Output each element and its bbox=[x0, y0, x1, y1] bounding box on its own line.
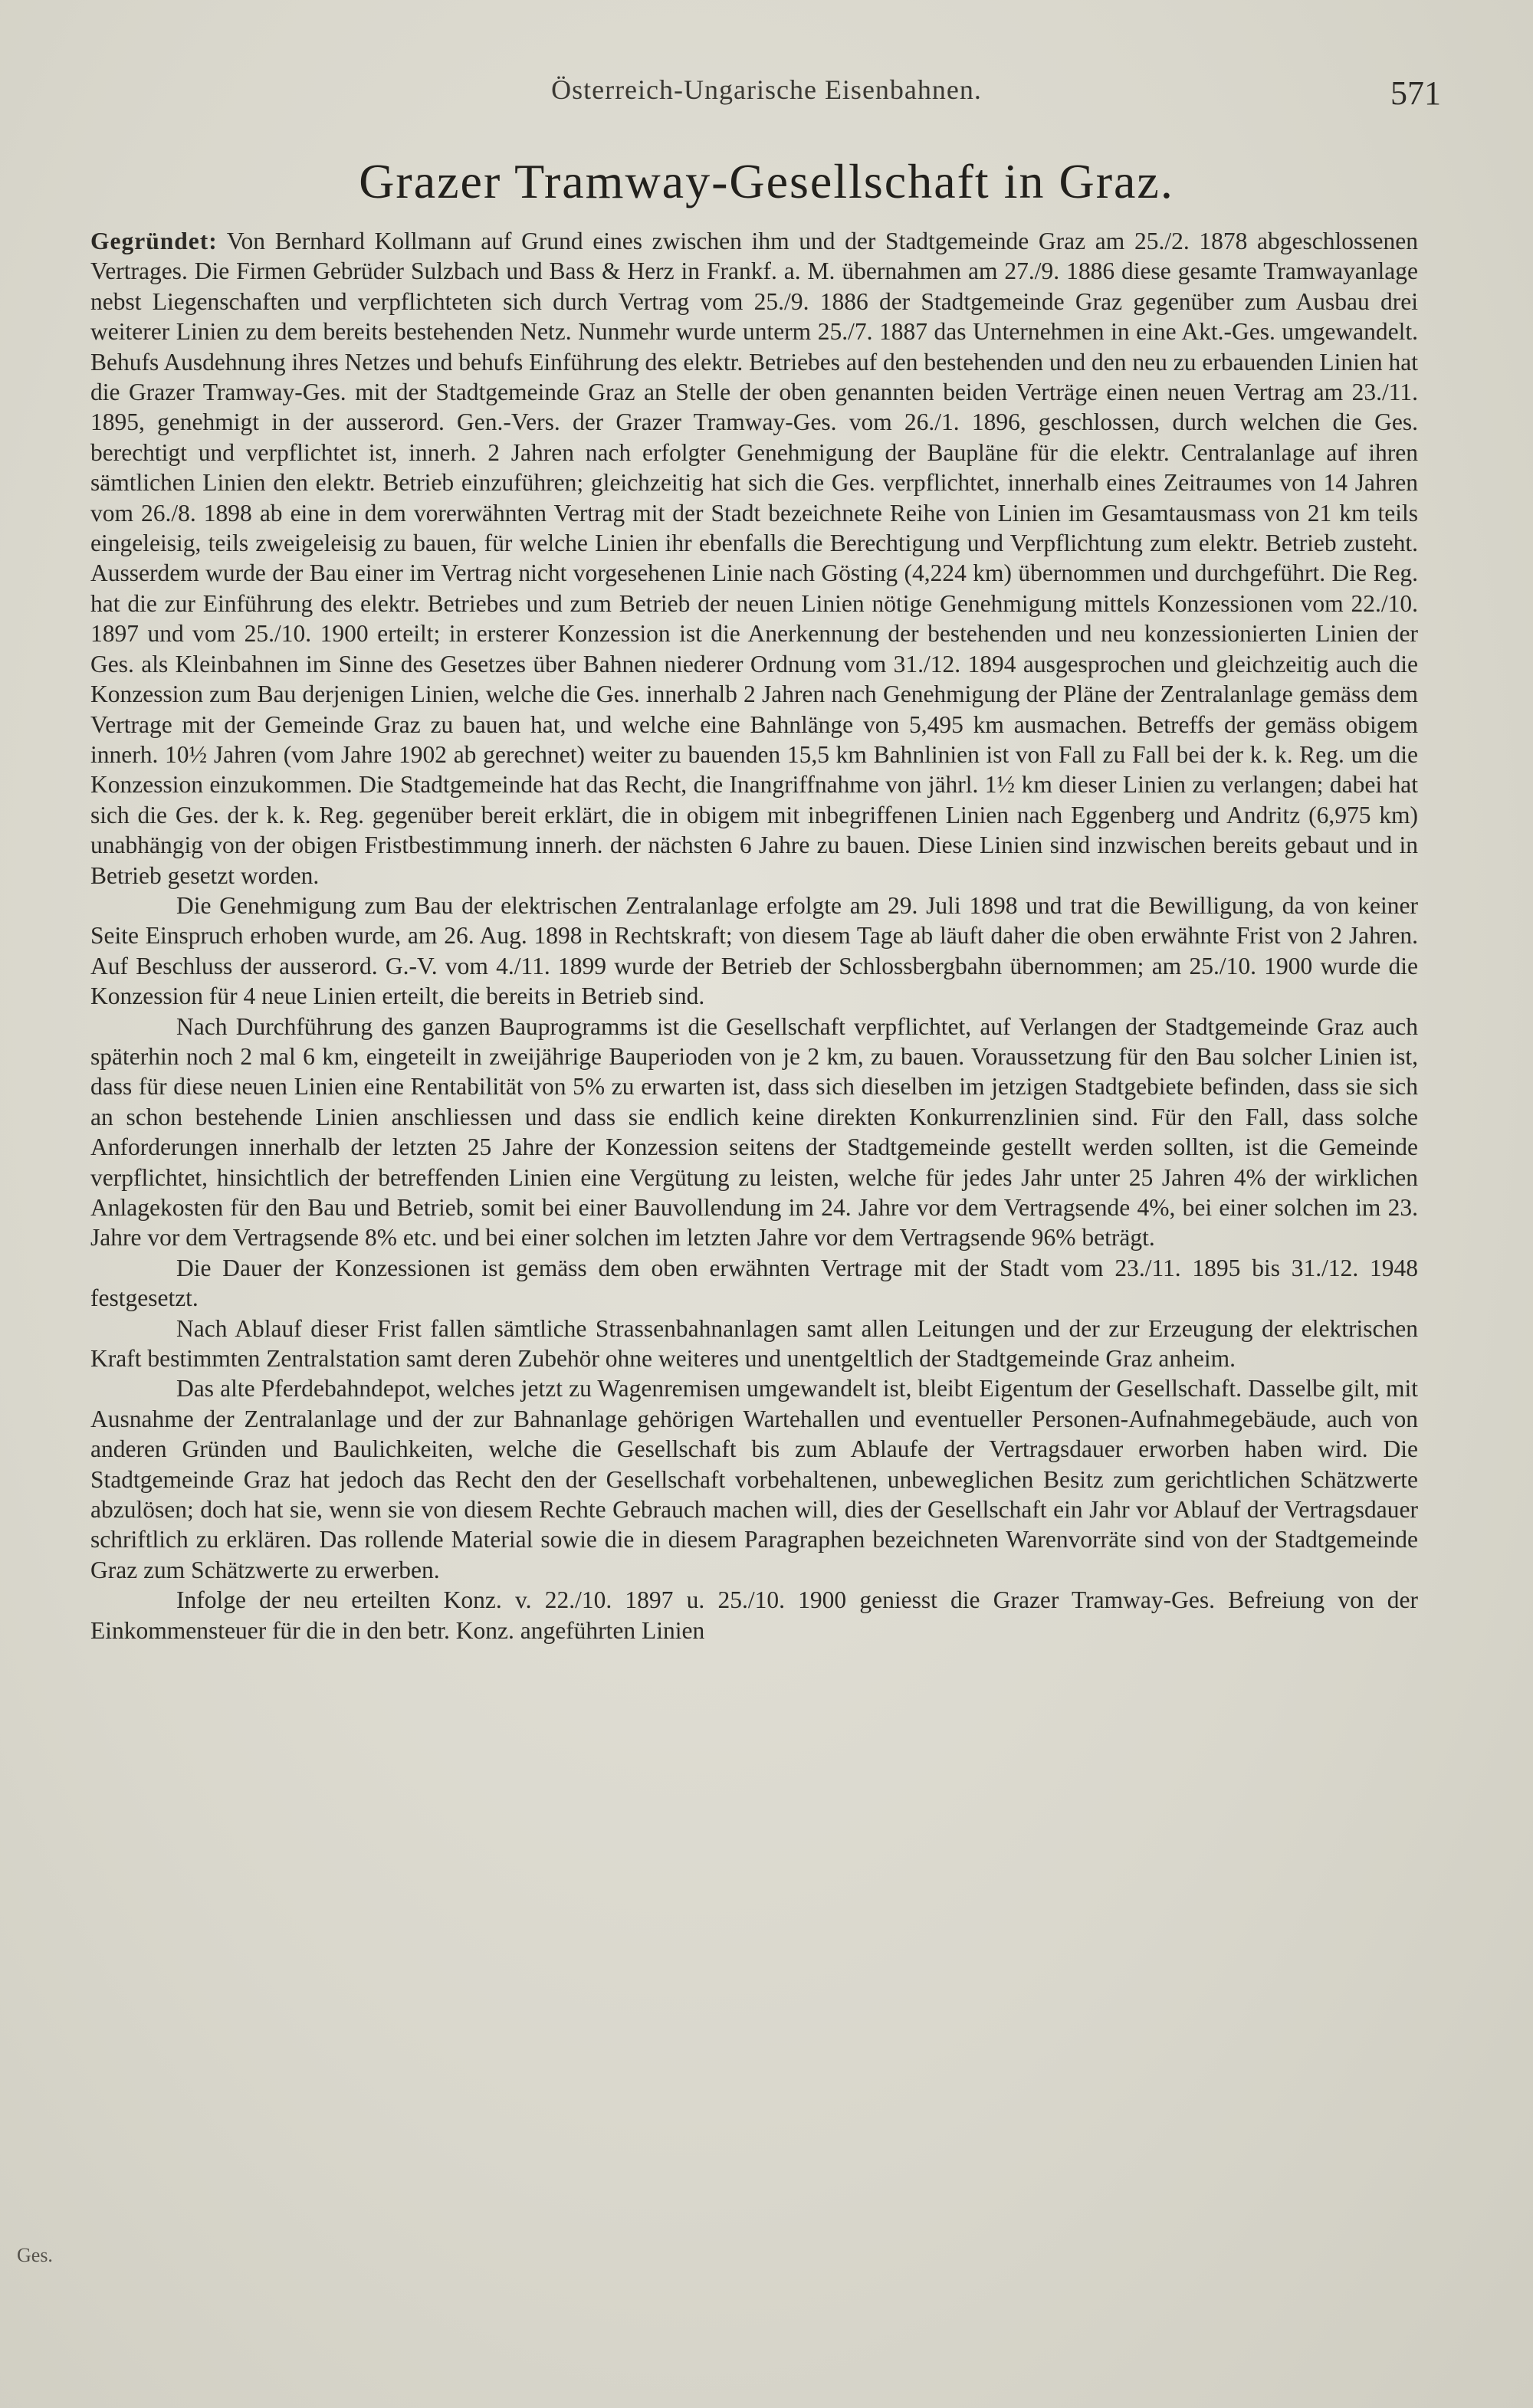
article-body bbox=[90, 226, 1418, 1645]
paragraph-building-program: Nach Durchführung des ganzen Bauprogramms ist die Gesellschaft verpflichtet, auf Verlangen der Stadtgemeinde Graz auch späterhin noch 2 mal 6 km, eingeteilt in zweijährige Bauperioden von je 2 km, zu bauen. Voraussetzung für den Bau solcher Linien ist, dass für diese neuen Linien eine Rentabilität von 5% zu erwarten ist, dass sich dieselben im jetzigen Stadtgebiete befinden, dass sie sich an schon bestehende Linien anschliessen und dass sie endlich keine direkten Konkurrenzlinien sind. Für den Fall, dass solche Anforderungen innerhalb der letzten 25 Jahre der Konzession seitens der Stadtgemeinde gestellt werden sollten, ist die Gemeinde verpflichtet, hinsichtlich der betreffenden Linien eine Vergütung zu leisten, welche für jedes Jahr unter 25 Jahren 4% der wirklichen Anlagekosten für den Bau und Betrieb, somit bei einer Bauvollendung im 24. Jahre vor dem Vertragsende 4%, bei einer solchen im 23. Jahre vor dem Vertragsende 8% etc. und bei einer solchen im letzten Jahre vor dem Vertragsende 96% beträgt. bbox=[90, 1012, 1418, 1252]
article-title: Grazer Tramway-Gesellschaft in Graz. bbox=[359, 154, 1174, 208]
paragraph-concession-duration: Die Dauer der Konzessionen ist gemäss dem oben erwähnten Vertrage mit der Stadt vom 23./11. 1895 bis 31./12. 1948 festgesetzt. bbox=[90, 1254, 1418, 1312]
margin-note: Ges. bbox=[17, 2244, 53, 2266]
paragraph-reversion: Nach Ablauf dieser Frist fallen sämtliche Strassenbahnanlagen samt allen Leitungen und der zur Erzeugung der elektrischen Kraft bestimmten Zentralstation samt deren Zubehör ohne weiteres und unentgeltlich der Stadtgemeinde Graz anheim. bbox=[90, 1314, 1418, 1373]
intro-paragraph bbox=[90, 226, 1418, 891]
paragraph-depot: Das alte Pferdebahndepot, welches jetzt zu Wagenremisen umgewandelt ist, bleibt Eigentum der Gesellschaft. Dasselbe gilt, mit Ausnahme der Zentralanlage und der zur Bahnanlage gehörigen Wartehallen und eventueller Personen-Aufnahmegebäude, auch von anderen Gründen und Baulichkeiten, welche die Gesellschaft bis zum Ablaufe der Vertragsdauer erworben haben wird. Die Stadtgemeinde Graz hat jedoch das Recht den der Gesellschaft vorbehaltenen, unbeweglichen Besitz zum gerichtlichen Schätzwerte abzulösen; doch hat sie, wenn sie von diesem Rechte Gebrauch machen will, dies der Gesellschaft ein Jahr vor Ablauf der Vertragsdauer schriftlich zu erklären. Das rollende Material sowie die in diesem Paragraphen bezeichneten Warenvorräte sind von der Stadtgemeinde Graz zum Schätzwerte zu erwerben. bbox=[90, 1375, 1418, 1583]
running-head: Österreich-Ungarische Eisenbahnen. bbox=[551, 74, 982, 105]
paragraph-approval: Die Genehmigung zum Bau der elektrischen Zentralanlage erfolgte am 29. Juli 1898 und trat die Bewilligung, da von keiner Seite Einspruch erhoben wurde, am 26. Aug. 1898 in Rechtskraft; von diesem Tage ab läuft daher die oben erwähnte Frist von 2 Jahren. Auf Beschluss der ausserord. G.-V. vom 4./11. 1899 wurde der Betrieb der Schlossbergbahn übernommen; am 25./10. 1900 wurde die Konzession für 4 neue Linien erteilt, die bereits in Betrieb sind. bbox=[90, 891, 1418, 1010]
paragraph-tax-exemption: Infolge der neu erteilten Konz. v. 22./10. 1897 u. 25./10. 1900 geniesst die Grazer Tramway-Ges. Befreiung von der Einkommensteuer für die in den betr. Konz. angeführten Linien bbox=[90, 1586, 1418, 1644]
page-header bbox=[92, 74, 1441, 120]
intro-text: Von Bernhard Kollmann auf Grund eines zwischen ihm und der Stadtgemeinde Graz am 25./2. 1878 abgeschlossenen Vertrages. Die Firmen Gebrüder Sulzbach und Bass & Herz in Frankf. a. M. übernahmen am 27./9. 1886 diese gesamte Tramwayanlage nebst Liegenschaften und verpflichteten sich durch Vertrag vom 25./9. 1886 der Stadtgemeinde Graz gegenüber zum Ausbau drei weiterer Linien zu dem bereits bestehenden Netz. Nunmehr wurde unterm 25./7. 1887 das Unternehmen in eine Akt.-Ges. umgewandelt. Behufs Ausdehnung ihres Netzes und behufs Einführung des elektr. Betriebes auf den bestehenden und den neu zu erbauenden Linien hat die Grazer Tramway-Ges. mit der Stadtgemeinde Graz an Stelle der oben genannten beiden Verträge einen neuen Vertrag am 23./11. 1895, genehmigt in der ausserord. Gen.-Vers. der Grazer Tramway-Ges. vom 26./1. 1896, geschlossen, durch welchen die Ges. berechtigt und verpflichtet ist, innerh. 2 Jahren nach erfolgter Genehmigung der Baupläne für die elektr. Centralanlage auf ihren sämtlichen Linien den elektr. Betrieb einzuführen; gleichzeitig hat sich die Ges. verpflichtet, innerhalb eines Zeitraumes von 14 Jahren vom 26./8. 1898 ab eine in dem vorerwähnten Vertrag mit der Stadt bezeichnete Reihe von Linien im Gesamtausmass von 21 km teils eingeleisig, teils zweigeleisig zu bauen, für welche Linien ihr ebenfalls die Berechtigung und Verpflichtung zum elektr. Betrieb zusteht. Ausserdem wurde der Bau einer im Vertrag nicht vorgesehenen Linie nach Gösting (4,224 km) übernommen und durchgeführt. Die Reg. hat die zur Einführung des elektr. Betriebes und zum Betrieb der neuen Linien nötige Genehmigung mittels Konzessionen vom 22./10. 1897 und vom 25./10. 1900 erteilt; in ersterer Konzession ist die Anerkennung der bestehenden und neu konzessionierten Linien der Ges. als Kleinbahnen im Sinne des Gesetzes über Bahnen niederer Ordnung vom 31./12. 1894 ausgesprochen und gleichzeitig auch die Konzession zum Bau derjenigen Linien, welche die Ges. innerhalb 2 Jahren nach Genehmigung der Pläne der Zentralanlage gemäss dem Vertrage mit der Gemeinde Graz zu bauen hat, und welche eine Bahnlänge von 5,495 km ausmachen. Betreffs der gemäss obigem innerh. 10½ Jahren (vom Jahre 1902 ab gerechnet) weiter zu bauenden 15,5 km Bahnlinien ist von Fall zu Fall bei der k. k. Reg. um die Konzession einzukommen. Die Stadtgemeinde hat das Recht, die Inangriffnahme von jährl. 1½ km dieser Linien zu verlangen; dabei hat sich die Ges. der k. k. Reg. gegenüber bereit erklärt, die in obigem mit inbegriffenen Linien nach Eggenberg und Andritz (6,975 km) unabhängig von der obigen Fristbestimmung innerh. der nächsten 6 Jahre zu bauen. Diese Linien sind inzwischen bereits gebaut und in Betrieb gesetzt worden. bbox=[90, 228, 1418, 889]
page-number: 571 bbox=[1390, 74, 1441, 112]
founded-label: Gegründet: bbox=[90, 228, 218, 254]
